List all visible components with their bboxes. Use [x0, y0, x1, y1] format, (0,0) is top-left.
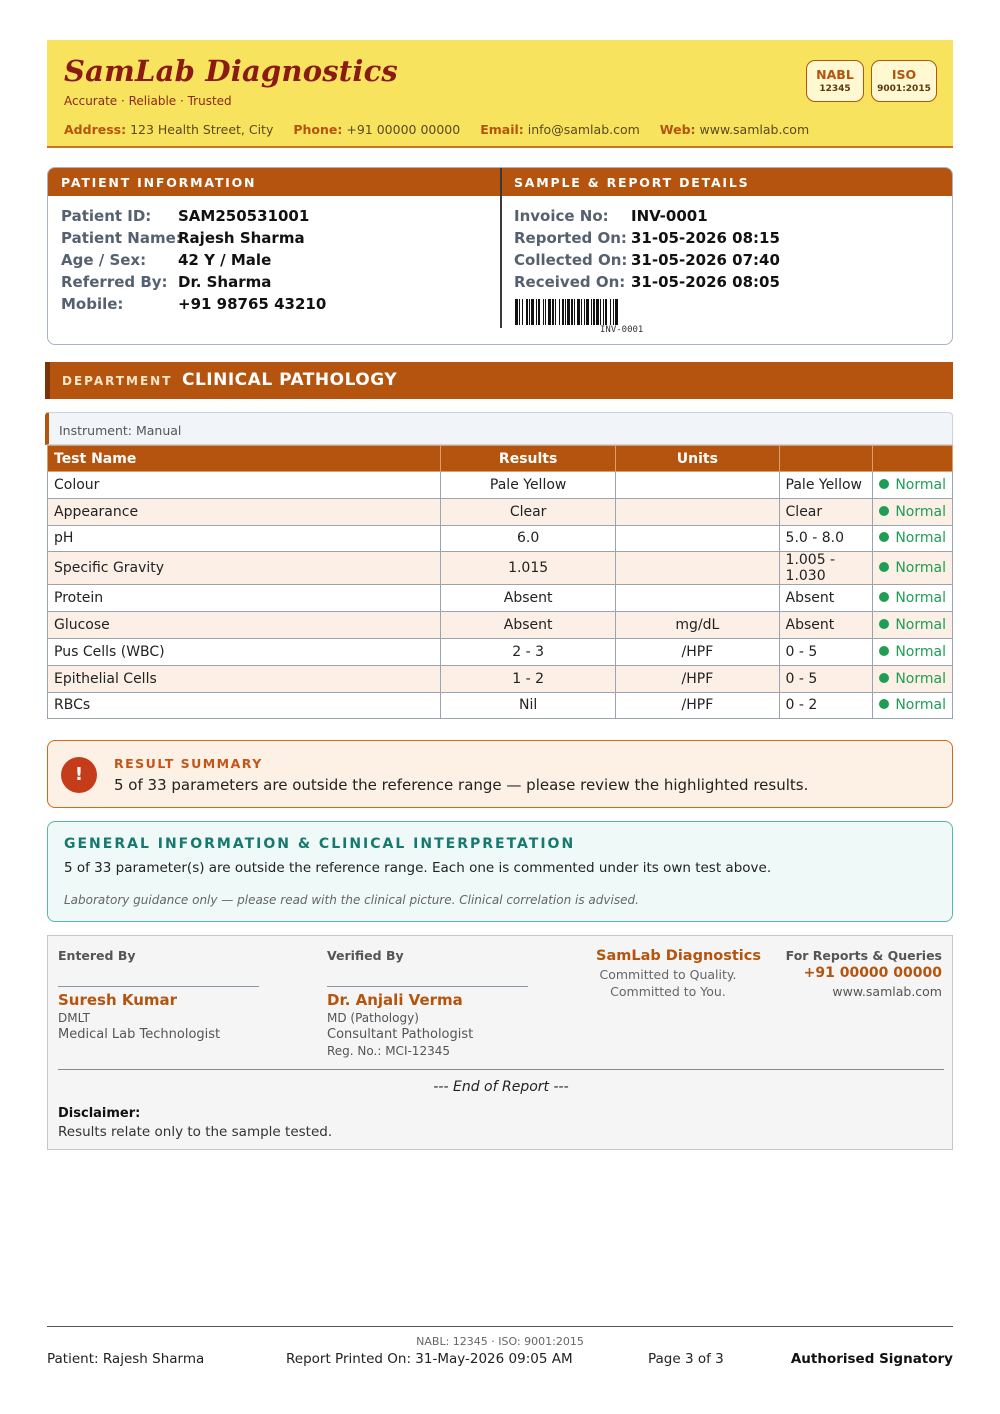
col-flag [873, 446, 953, 472]
patient-name-value: Rajesh Sharma [178, 229, 305, 247]
lab-brand-name: SamLab Diagnostics [64, 54, 398, 88]
web-label: Web: [659, 122, 696, 137]
queries-website: www.samlab.com [832, 984, 942, 999]
nabl-badge-title: NABL [816, 67, 854, 82]
disclaimer-label: Disclaimer: [58, 1106, 141, 1121]
entered-by-role: Medical Lab Technologist [58, 1027, 221, 1042]
table-row [48, 692, 953, 719]
test-flag [873, 612, 953, 639]
result-summary-message: 5 of 33 parameters are outside the reference range — please review the highlighted results. [114, 776, 809, 794]
contact-line [64, 122, 825, 137]
test-name: RBCs [48, 692, 441, 719]
patient-id-value: SAM250531001 [178, 207, 310, 225]
table-row [48, 525, 953, 552]
age-sex-value: 42 Y / Male [178, 251, 272, 269]
nabl-badge [806, 60, 864, 102]
test-result: 1.015 [441, 552, 616, 585]
test-flag-text: Normal [895, 560, 946, 577]
iso-badge-title: ISO [891, 67, 917, 82]
verified-by-name: Dr. Anjali Verma [327, 991, 463, 1009]
patient-id-label: Patient ID: [61, 207, 152, 225]
table-row [48, 612, 953, 639]
invoice-barcode [515, 299, 735, 325]
test-unit [616, 498, 779, 525]
verified-by-qualification: MD (Pathology) [327, 1011, 419, 1025]
table-row [48, 472, 953, 499]
result-summary-box [47, 740, 953, 808]
test-flag [873, 552, 953, 585]
test-name: Colour [48, 472, 441, 499]
normal-status-icon [879, 699, 889, 709]
test-unit: mg/dL [616, 612, 779, 639]
entered-by-signature-line [58, 986, 259, 987]
test-result: Absent [441, 612, 616, 639]
entered-by-label: Entered By [58, 948, 136, 963]
department-label: DEPARTMENT [62, 374, 173, 388]
test-reference: Absent [779, 612, 873, 639]
test-name: pH [48, 525, 441, 552]
test-flag-text: Normal [895, 670, 946, 687]
footer-divider [47, 1326, 953, 1327]
test-result: Clear [441, 498, 616, 525]
result-summary-title: RESULT SUMMARY [114, 756, 263, 771]
sample-details-heading: SAMPLE & REPORT DETAILS [514, 175, 750, 190]
verified-by-registration: Reg. No.: MCI-12345 [327, 1044, 450, 1058]
test-reference: Absent [779, 585, 873, 612]
lab-tagline: Accurate · Reliable · Trusted [64, 94, 232, 108]
normal-status-icon [879, 479, 889, 489]
disclaimer-text: Results relate only to the sample tested. [58, 1124, 333, 1140]
referred-by-label: Referred By: [61, 273, 168, 291]
test-reference: 0 - 5 [779, 665, 873, 692]
test-flag [873, 638, 953, 665]
table-row [48, 498, 953, 525]
test-reference: 5.0 - 8.0 [779, 525, 873, 552]
col-units: Units [616, 446, 779, 472]
test-flag [873, 472, 953, 499]
collected-on-label: Collected On: [514, 251, 628, 269]
test-unit [616, 585, 779, 612]
col-test-name: Test Name [48, 446, 441, 472]
footer-authorised-signatory: Authorised Signatory [790, 1351, 953, 1367]
nabl-badge-number: 12345 [819, 84, 851, 94]
test-flag-text: Normal [895, 643, 946, 660]
normal-status-icon [879, 646, 889, 656]
verified-by-signature-line [327, 986, 528, 987]
referred-by-value: Dr. Sharma [178, 273, 272, 291]
iso-badge [871, 60, 937, 102]
test-name: Glucose [48, 612, 441, 639]
test-unit [616, 472, 779, 499]
test-unit: /HPF [616, 692, 779, 719]
instrument-text: Instrument: Manual [59, 423, 182, 438]
test-result: 2 - 3 [441, 638, 616, 665]
table-row [48, 665, 953, 692]
interpretation-note: Laboratory guidance only — please read with the clinical picture. Clinical correlation is advised. [64, 893, 639, 907]
web-value: www.samlab.com [699, 122, 810, 137]
results-table [47, 445, 953, 719]
barcode-caption: INV-0001 [600, 325, 644, 335]
address-label: Address: [64, 122, 127, 137]
test-reference: 1.005 - 1.030 [779, 552, 873, 585]
phone-value: +91 00000 00000 [346, 122, 461, 137]
signature-divider [58, 1069, 944, 1070]
patient-info-heading: PATIENT INFORMATION [61, 175, 257, 190]
test-name: Protein [48, 585, 441, 612]
normal-status-icon [879, 673, 889, 683]
col-results: Results [441, 446, 616, 472]
mobile-label: Mobile: [61, 295, 124, 313]
test-flag-text: Normal [895, 476, 946, 493]
queries-label: For Reports & Queries [785, 948, 942, 963]
barcode-bar [618, 299, 619, 325]
invoice-value: INV-0001 [631, 207, 708, 225]
verified-by-role: Consultant Pathologist [327, 1027, 474, 1042]
received-on-label: Received On: [514, 273, 626, 291]
test-reference: Clear [779, 498, 873, 525]
lab-motto-line-1: Committed to Quality. [599, 967, 737, 982]
test-name: Pus Cells (WBC) [48, 638, 441, 665]
test-name: Epithelial Cells [48, 665, 441, 692]
mobile-value: +91 98765 43210 [178, 295, 327, 313]
test-unit [616, 525, 779, 552]
table-row [48, 638, 953, 665]
footer-patient-name: Patient: Rajesh Sharma [47, 1351, 205, 1367]
test-unit: /HPF [616, 665, 779, 692]
alert-icon: ! [61, 757, 97, 793]
department-banner [45, 362, 953, 399]
test-name: Appearance [48, 498, 441, 525]
table-row [48, 585, 953, 612]
received-on-value: 31-05-2026 08:05 [631, 273, 780, 291]
end-of-report: --- End of Report --- [433, 1079, 569, 1095]
test-flag [873, 585, 953, 612]
instrument-bar [45, 412, 953, 445]
entered-by-qualification: DMLT [58, 1011, 90, 1025]
footer-accreditation: NABL: 12345 · ISO: 9001:2015 [416, 1335, 584, 1348]
table-row [48, 552, 953, 585]
test-flag [873, 525, 953, 552]
test-unit [616, 552, 779, 585]
test-reference: Pale Yellow [779, 472, 873, 499]
test-reference: 0 - 2 [779, 692, 873, 719]
test-result: Nil [441, 692, 616, 719]
test-result: 6.0 [441, 525, 616, 552]
email-label: Email: [480, 122, 524, 137]
queries-phone: +91 00000 00000 [803, 965, 942, 981]
footer-page-number: Page 3 of 3 [648, 1351, 724, 1367]
col-reference [779, 446, 873, 472]
test-flag-text: Normal [895, 503, 946, 520]
normal-status-icon [879, 562, 889, 572]
iso-badge-number: 9001:2015 [877, 84, 931, 94]
test-name: Specific Gravity [48, 552, 441, 585]
test-flag-text: Normal [895, 530, 946, 547]
test-flag-text: Normal [895, 617, 946, 634]
test-unit: /HPF [616, 638, 779, 665]
entered-by-name: Suresh Kumar [58, 991, 178, 1009]
age-sex-label: Age / Sex: [61, 251, 147, 269]
normal-status-icon [879, 506, 889, 516]
info-divider [500, 168, 502, 328]
patient-name-label: Patient Name: [61, 229, 182, 247]
report-header [47, 40, 953, 148]
info-panel [47, 167, 953, 345]
table-header-row [48, 446, 953, 472]
test-flag [873, 498, 953, 525]
test-result: Absent [441, 585, 616, 612]
signature-lab-name: SamLab Diagnostics [596, 948, 762, 964]
clinical-interpretation-box [47, 821, 953, 922]
normal-status-icon [879, 619, 889, 629]
lab-motto-line-2: Committed to You. [610, 984, 726, 999]
collected-on-value: 31-05-2026 07:40 [631, 251, 780, 269]
verified-by-label: Verified By [327, 948, 404, 963]
footer-printed-on: Report Printed On: 31-May-2026 09:05 AM [286, 1351, 573, 1367]
normal-status-icon [879, 592, 889, 602]
signature-block [47, 935, 953, 1150]
test-result: Pale Yellow [441, 472, 616, 499]
invoice-label: Invoice No: [514, 207, 609, 225]
test-flag [873, 692, 953, 719]
test-flag-text: Normal [895, 697, 946, 714]
interpretation-body: 5 of 33 parameter(s) are outside the reference range. Each one is commented under its own test above. [64, 860, 772, 876]
phone-label: Phone: [293, 122, 343, 137]
test-flag [873, 665, 953, 692]
test-result: 1 - 2 [441, 665, 616, 692]
department-name: CLINICAL PATHOLOGY [182, 370, 398, 390]
test-flag-text: Normal [895, 590, 946, 607]
reported-on-label: Reported On: [514, 229, 627, 247]
address-value: 123 Health Street, City [130, 122, 274, 137]
interpretation-title: GENERAL INFORMATION & CLINICAL INTERPRETATION [64, 836, 576, 852]
reported-on-value: 31-05-2026 08:15 [631, 229, 780, 247]
normal-status-icon [879, 532, 889, 542]
test-reference: 0 - 5 [779, 638, 873, 665]
email-value: info@samlab.com [527, 122, 640, 137]
